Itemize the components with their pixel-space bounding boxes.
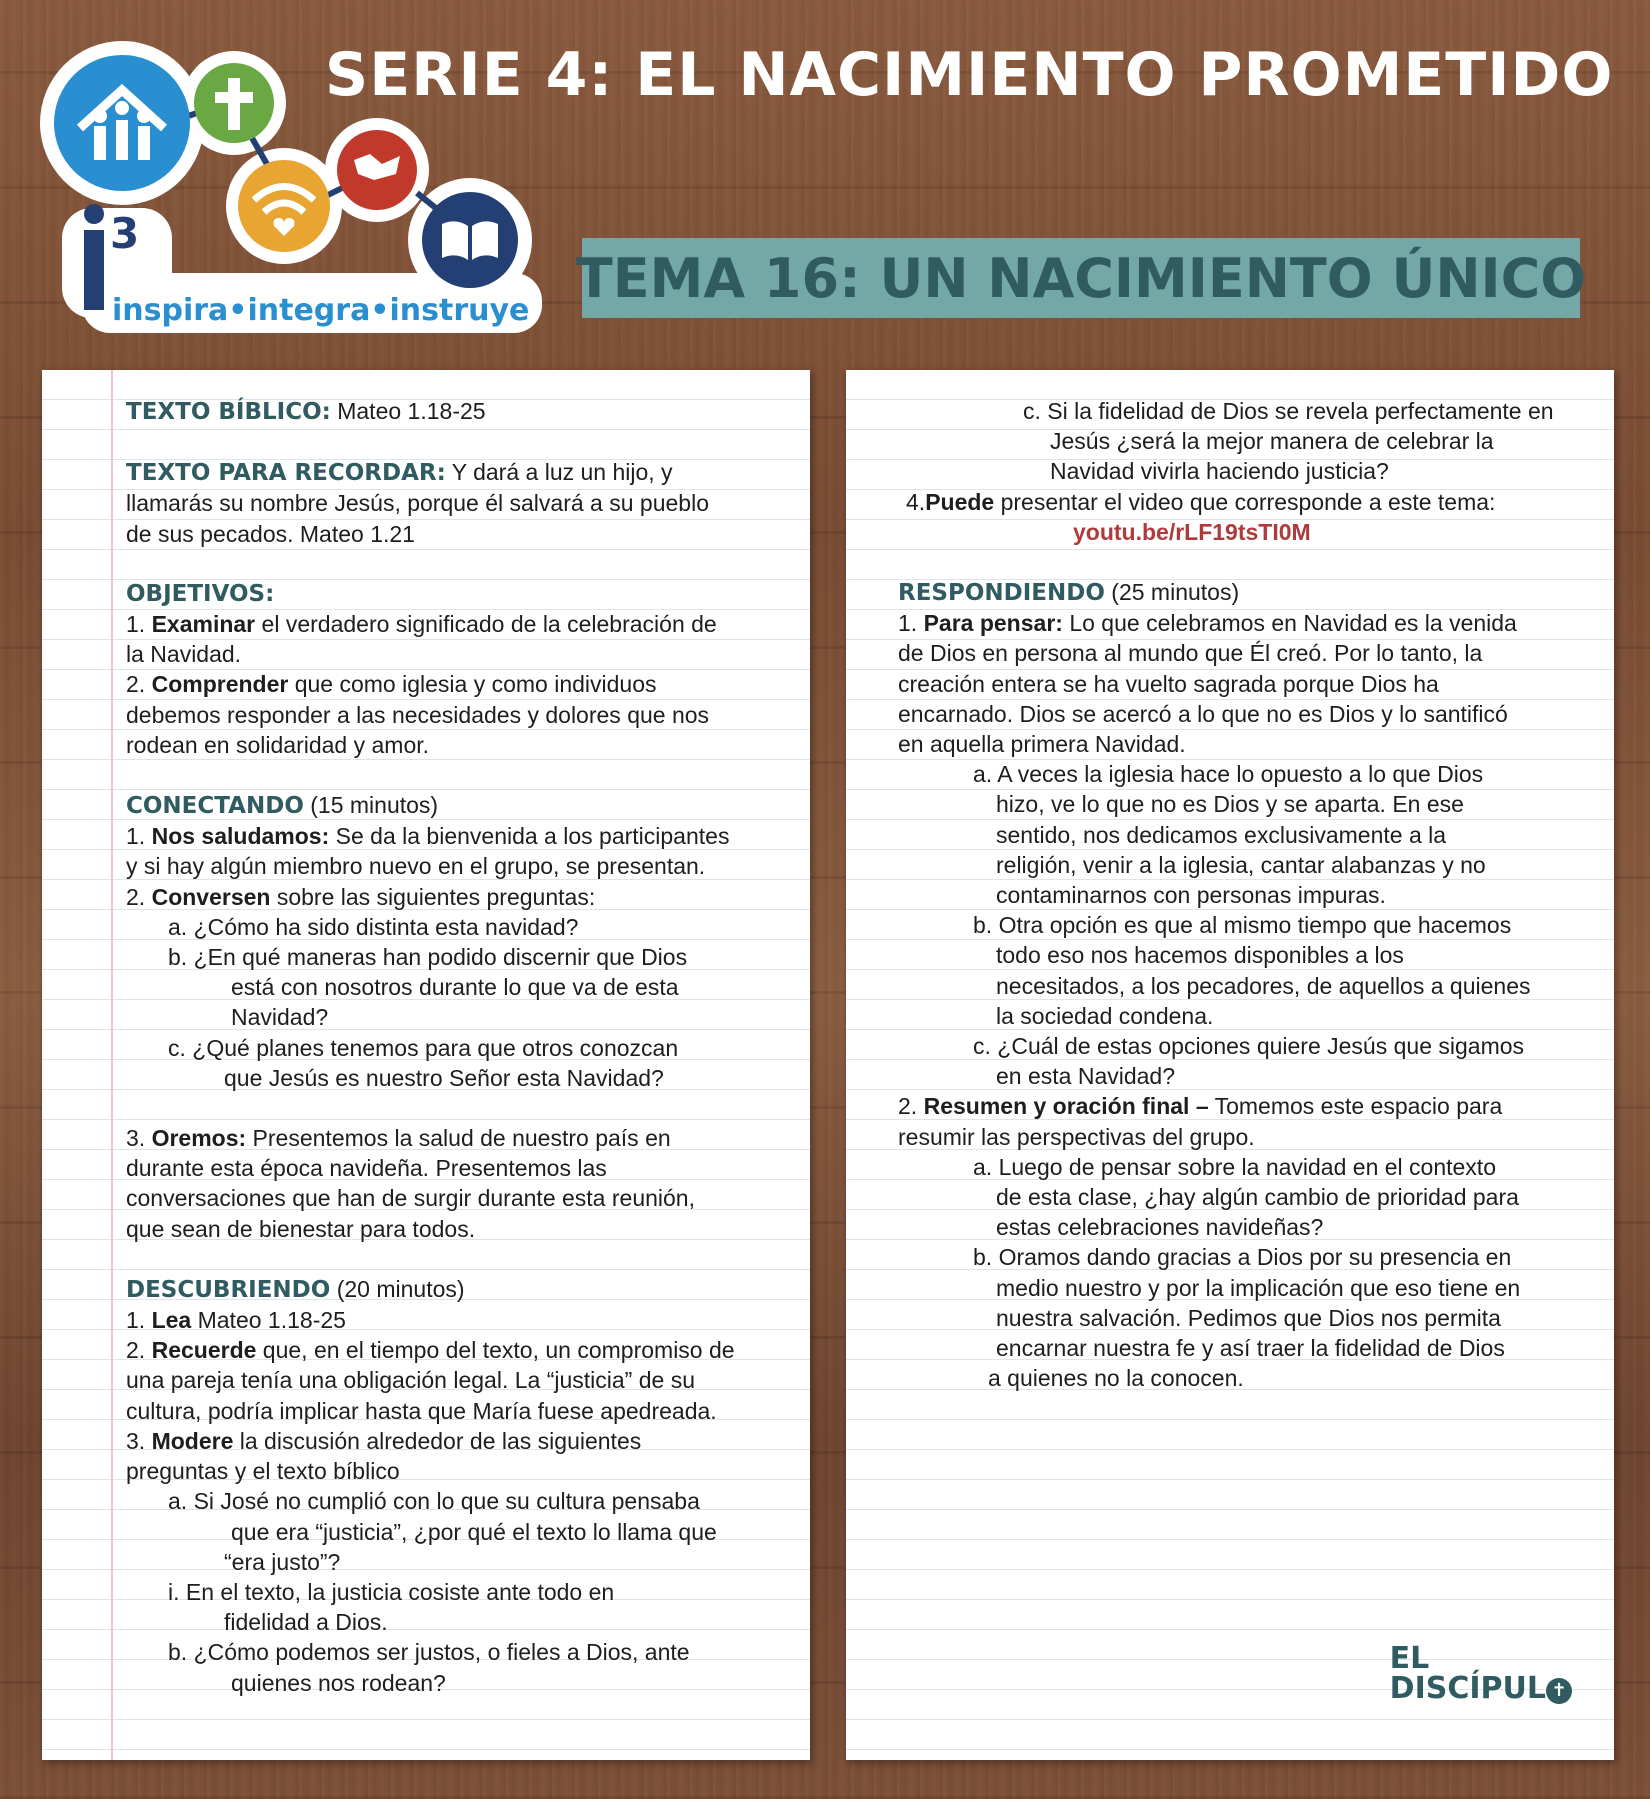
video-link[interactable]: youtu.be/rLF19tsTI0M (1073, 518, 1311, 545)
conectando-1 (126, 821, 806, 851)
section-label: RESPONDIENDO (898, 580, 1105, 607)
section-label: DESCUBRIENDO (126, 1276, 331, 1303)
sub-item-text: Jesús ¿será la mejor manera de celebrar la (1050, 428, 1494, 455)
sub-item-text: Navidad? (231, 1004, 329, 1031)
right-sheet (846, 370, 1614, 1760)
tema-banner (575, 238, 1587, 318)
sub-item-text: medio nuestro y por la implicación que eso tiene en (996, 1274, 1521, 1301)
sub-item: i. En el texto, la justicia cosiste ante todo en (168, 1578, 615, 1605)
item-text: de Dios en persona al mundo que Él creó. Por lo tanto, la (898, 640, 1483, 667)
wifi-heart-icon (238, 160, 330, 252)
sub-item-text: que Jesús es nuestro Señor esta Navidad? (224, 1064, 664, 1091)
item-text: preguntas y el texto bíblico (126, 1458, 400, 1485)
sub-item-text: “era justo”? (224, 1548, 341, 1575)
el-discipulo-logo (1389, 1641, 1572, 1706)
item-text: encarnado. Dios se acercó a lo que no es Dios y lo santificó (898, 700, 1508, 727)
cross-circle-icon: ✝ (1546, 1678, 1572, 1704)
item-text: que sean de bienestar para todos. (126, 1215, 476, 1242)
objetivo-2 (126, 669, 806, 699)
logo-tagline: inspira•integra•instruye (112, 293, 530, 328)
item-text: resumir las perspectivas del grupo. (898, 1123, 1255, 1150)
item-text: y si hay algún miembro nuevo en el grupo, se presentan. (126, 853, 706, 880)
sub-item-text: fidelidad a Dios. (224, 1609, 388, 1636)
item-text: Tomemos este espacio para (1208, 1093, 1503, 1120)
sub-item-text: todo eso nos hacemos disponibles a los (996, 942, 1404, 969)
conectando-3 (126, 1123, 806, 1153)
sub-item: b. ¿En qué maneras han podido discernir que Dios (168, 944, 688, 971)
left-column (126, 396, 806, 1698)
section-time: (15 minutos) (303, 792, 439, 819)
sub-item-text: que era “justicia”, ¿por qué el texto lo llama que (231, 1518, 717, 1545)
item-text: Lo que celebramos en Navidad es la venida (1062, 610, 1517, 637)
recordar-label: TEXTO PARA RECORDAR: (126, 460, 446, 487)
descubriendo-1 (126, 1305, 806, 1335)
sub-item: c. ¿Qué planes tenemos para que otros conozcan (168, 1034, 679, 1061)
sub-item-text: necesitados, a los pecadores, de aquellos a quienes (996, 972, 1531, 999)
texto-recordar (126, 457, 806, 488)
texto-biblico-ref: Mateo 1.18-25 (330, 398, 486, 424)
item-keyword: Oremos: (151, 1125, 247, 1152)
svg-text:3: 3 (110, 209, 140, 258)
sub-item-text: nuestra salvación. Pedimos que Dios nos permita (996, 1304, 1501, 1331)
item-keyword: Para pensar: (923, 610, 1063, 637)
sub-item: a. ¿Cómo ha sido distinta esta navidad? (168, 913, 579, 940)
item-text: rodean en solidaridad y amor. (126, 731, 430, 758)
respondiendo-2 (898, 1091, 1598, 1121)
book-icon (422, 192, 518, 288)
sub-item: a. A veces la iglesia hace lo opuesto a lo que Dios (973, 761, 1484, 788)
respondiendo-1 (898, 608, 1598, 638)
sub-item-text: estas celebraciones navideñas? (996, 1214, 1324, 1241)
item-number: 3. (126, 1125, 152, 1152)
recordar-text: de sus pecados. Mateo 1.21 (126, 520, 415, 547)
map-icon (337, 130, 417, 210)
item-number: 2. (126, 671, 152, 698)
sub-item-text: religión, venir a la iglesia, cantar alabanzas y no (996, 851, 1486, 878)
respondiendo-heading (898, 577, 1598, 608)
item-text: durante esta época navideña. Presentemos las (126, 1155, 607, 1182)
descubriendo-4 (898, 487, 1598, 517)
sub-item: a. Si José no cumplió con lo que su cultura pensaba (168, 1488, 700, 1515)
item-text: una pareja tenía una obligación legal. La “justicia” de su (126, 1367, 695, 1394)
item-number: 1. (126, 1307, 152, 1334)
recordar-text: Y dará a luz un hijo, y (445, 459, 673, 486)
left-sheet (42, 370, 810, 1760)
item-keyword: Comprender (151, 671, 289, 698)
descubriendo-3 (126, 1426, 806, 1456)
item-keyword: Conversen (151, 883, 271, 910)
item-number: 1. (126, 823, 152, 850)
sub-item-text: quienes nos rodean? (231, 1669, 446, 1696)
item-text: Se da la bienvenida a los participantes (329, 823, 730, 850)
item-text: presentar el video que corresponde a este tema: (994, 488, 1496, 515)
item-keyword: Recuerde (151, 1337, 257, 1364)
tema-title: TEMA 16: UN NACIMIENTO ÚNICO (575, 246, 1587, 310)
item-number: 2. (126, 883, 152, 910)
item-text: sobre las siguientes preguntas: (270, 883, 596, 910)
texto-biblico-label: TEXTO BÍBLICO: (126, 399, 331, 425)
item-keyword: Examinar (151, 611, 256, 638)
cross-icon (194, 63, 274, 143)
sub-item: c. ¿Cuál de estas opciones quiere Jesús que sigamos (973, 1033, 1525, 1060)
descubriendo-heading (126, 1274, 806, 1305)
item-text: la discusión alrededor de las siguientes (233, 1427, 642, 1454)
recordar-text: llamarás su nombre Jesús, porque él salvará a su pueblo (126, 490, 709, 517)
descubriendo-2 (126, 1335, 806, 1365)
item-text: que, en el tiempo del texto, un compromiso de (256, 1337, 735, 1364)
item-text: debemos responder a las necesidades y dolores que nos (126, 701, 710, 728)
item-text: conversaciones que han de surgir durante esta reunión, (126, 1185, 695, 1212)
conectando-2 (126, 882, 806, 912)
item-number: 2. (126, 1337, 152, 1364)
brand-line: EL (1389, 1641, 1430, 1676)
conectando-heading (126, 790, 806, 821)
margin-line (111, 370, 113, 1760)
sub-item: b. Otra opción es que al mismo tiempo que hacemos (973, 912, 1512, 939)
sub-item-text: en esta Navidad? (996, 1063, 1176, 1090)
item-text: Presentemos la salud de nuestro país en (246, 1125, 671, 1152)
sub-item-text: de esta clase, ¿hay algún cambio de prioridad para (996, 1184, 1519, 1211)
section-time: (20 minutos) (330, 1275, 465, 1302)
sub-item-text: contaminarnos con personas impuras. (996, 882, 1386, 909)
item-number: 3. (126, 1427, 152, 1454)
objetivo-1 (126, 609, 806, 639)
brand-text: DISCÍPUL (1389, 1671, 1546, 1706)
sub-item: c. Si la fidelidad de Dios se revela perfectamente en (1023, 398, 1554, 424)
sub-item-text: Navidad vivirla haciendo justicia? (1050, 458, 1389, 485)
section-label: CONECTANDO (126, 793, 304, 820)
item-number: 1. (898, 610, 924, 637)
item-keyword: Lea (151, 1307, 192, 1334)
brand-line (1389, 1671, 1572, 1706)
item-text: Mateo 1.18-25 (191, 1307, 346, 1334)
family-house-icon (54, 55, 190, 191)
sub-item-text: está con nosotros durante lo que va de esta (231, 974, 679, 1001)
sub-item-text: la sociedad condena. (996, 1002, 1214, 1029)
sub-item-text: hizo, ve lo que no es Dios y se aparta. En ese (996, 791, 1464, 818)
series-title: SERIE 4: EL NACIMIENTO PROMETIDO (325, 40, 1614, 110)
objetivos-heading: OBJETIVOS: (126, 580, 275, 607)
item-keyword: Puede (925, 488, 995, 515)
item-keyword: Resumen y oración final – (923, 1093, 1209, 1120)
item-text: la Navidad. (126, 641, 242, 668)
item-number: 1. (126, 611, 152, 638)
sub-item-text: a quienes no la conocen. (988, 1365, 1244, 1392)
item-text: cultura, podría implicar hasta que María fuese apedreada. (126, 1397, 717, 1424)
item-text: en aquella primera Navidad. (898, 731, 1186, 758)
item-text: que como iglesia y como individuos (288, 671, 657, 698)
sub-item: b. Oramos dando gracias a Dios por su presencia en (973, 1244, 1512, 1271)
item-keyword: Modere (151, 1427, 234, 1454)
sub-item-text: sentido, nos dedicamos exclusivamente a la (996, 821, 1447, 848)
item-keyword: Nos saludamos: (151, 823, 330, 850)
item-text: el verdadero significado de la celebración de (255, 611, 717, 638)
sub-item-text: encarnar nuestra fe y así traer la fidelidad de Dios (996, 1335, 1505, 1362)
item-number: 2. (898, 1093, 924, 1120)
right-column (898, 396, 1598, 1394)
item-text: creación entera se ha vuelto sagrada porque Dios ha (898, 670, 1439, 697)
texto-biblico (126, 396, 806, 427)
item-number: 4. (906, 488, 926, 515)
sub-item: b. ¿Cómo podemos ser justos, o fieles a Dios, ante (168, 1639, 690, 1666)
section-time: (25 minutos) (1104, 579, 1240, 606)
sub-item: a. Luego de pensar sobre la navidad en el contexto (973, 1153, 1496, 1180)
